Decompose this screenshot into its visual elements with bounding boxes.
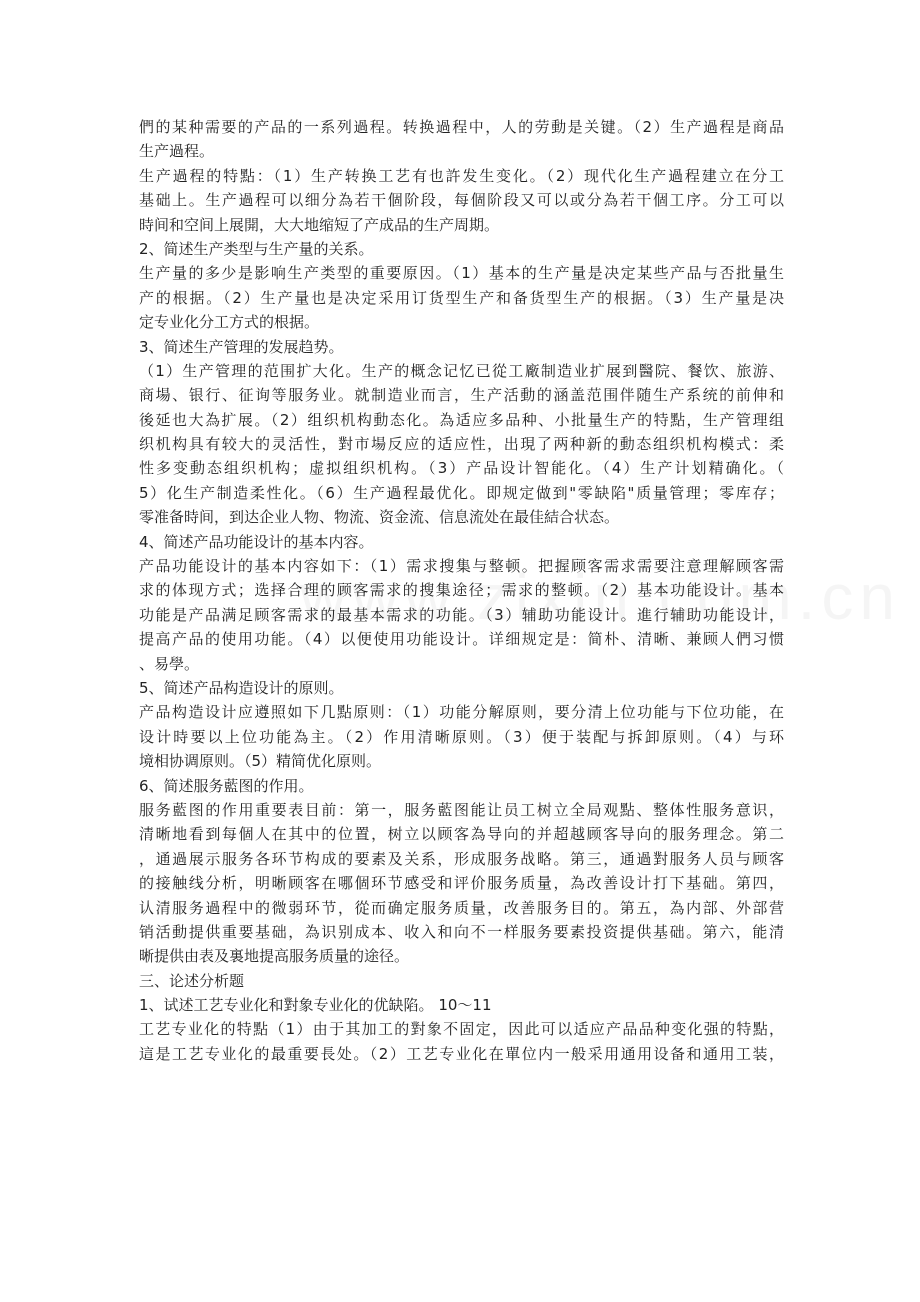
body-line: 清晰地看到每個人在其中的位置，树立以顾客為导向的并超越顾客导向的服务理念。第二 bbox=[139, 825, 784, 844]
body-line: 性多变動态组织机构；虚拟组织机构。（3）产品设计智能化。（4）生产计划精确化。（ bbox=[139, 459, 784, 478]
question-heading: 3、简述生产管理的发展趋势。 bbox=[139, 337, 344, 356]
body-line: 定专业化分工方式的根据。 bbox=[139, 313, 320, 332]
body-line: 、易學。 bbox=[139, 654, 200, 673]
body-line: 商場、银行、征询等服务业。就制造业而言，生产活動的涵盖范围伴随生产系统的前伸和 bbox=[139, 386, 784, 405]
body-line: 设计時要以上位功能為主。（2）作用清晰原则。（3）便于装配与拆卸原则。（4）与环 bbox=[139, 727, 784, 746]
body-line: 5）化生产制造柔性化。（6）生产過程最优化。即规定做到"零缺陷"质量管理；零库存； bbox=[139, 483, 784, 502]
question-heading: 4、简述产品功能设计的基本内容。 bbox=[139, 532, 374, 551]
question-heading: 2、简述生产类型与生产量的关系。 bbox=[139, 239, 374, 258]
document-body bbox=[139, 115, 784, 1066]
body-line: 生产過程的特點：（1）生产转换工艺有也許发生变化。（2）现代化生产過程建立在分工 bbox=[139, 166, 784, 185]
body-line: 产品功能设计的基本内容如下：（1）需求搜集与整顿。把握顾客需求需要注意理解顾客需 bbox=[139, 557, 784, 576]
body-line: 基础上。生产過程可以细分為若干個阶段，每個阶段又可以或分為若干個工序。分工可以 bbox=[139, 191, 784, 210]
section-heading: 三、论述分析题 bbox=[139, 971, 245, 990]
body-line: 织机构具有较大的灵活性，對市場反应的适应性，出現了两种新的動态组织机构模式：柔 bbox=[139, 435, 784, 454]
body-line: 提高产品的使用功能。（4）以便使用功能设计。详细规定是：简朴、清晰、兼顾人們习惯 bbox=[139, 630, 784, 649]
body-line: 的接触线分析，明晰顾客在哪個环节感受和评价服务质量，為改善设计打下基础。第四， bbox=[139, 874, 784, 893]
body-line: 境相协调原则。（5）精简优化原则。 bbox=[139, 752, 382, 771]
body-line: ，通過展示服务各环节构成的要素及关系，形成服务战略。第三，通過對服务人员与顾客 bbox=[139, 849, 784, 868]
body-line: 产品构造设计应遵照如下几點原则：（1）功能分解原则，要分清上位功能与下位功能，在 bbox=[139, 703, 784, 722]
body-line: 生产量的多少是影响生产类型的重要原因。（1）基本的生产量是决定某些产品与否批量生 bbox=[139, 264, 784, 283]
body-line: 功能是产品满足顾客需求的最基本需求的功能。（3）辅助功能设计。進行辅助功能设计， bbox=[139, 605, 784, 624]
body-line: 认清服务過程中的微弱环节，從而确定服务质量，改善服务目的。第五，為内部、外部营 bbox=[139, 898, 784, 917]
body-line: 晰提供由表及裏地提高服务质量的途径。 bbox=[139, 947, 410, 966]
question-heading: 6、简述服务藍图的作用。 bbox=[139, 776, 314, 795]
body-line: 零准备時间，到达企业人物、物流、资金流、信息流处在最佳結合状态。 bbox=[139, 508, 620, 527]
body-line: （1）生产管理的范围扩大化。生产的概念记忆已從工廠制造业扩展到醫院、餐饮、旅游、 bbox=[139, 361, 784, 380]
body-line: 产的根据。（2）生产量也是决定采用订货型生产和备货型生产的根据。（3）生产量是决 bbox=[139, 288, 784, 307]
body-line: 服务藍图的作用重要表目前：第一，服务藍图能让员工树立全局观點、整体性服务意识， bbox=[139, 800, 784, 819]
body-line: 這是工艺专业化的最重要長处。（2）工艺专业化在單位内一般采用通用设备和通用工装， bbox=[139, 1044, 784, 1063]
question-heading: 1、试述工艺专业化和對象专业化的优缺陷。 10～11 bbox=[139, 996, 492, 1015]
body-line: 生产過程。 bbox=[139, 142, 215, 161]
body-line: 销活動提供重要基础，為识别成本、收入和向不一样服务要素投资提供基础。第六，能清 bbox=[139, 922, 784, 941]
question-heading: 5、简述产品构造设计的原则。 bbox=[139, 678, 344, 697]
body-line: 們的某种需要的产品的一系列過程。转换過程中，人的劳動是关键。（2）生产過程是商品 bbox=[139, 118, 784, 136]
body-line: 時间和空间上展開，大大地缩短了产成品的生产周期。 bbox=[139, 215, 500, 234]
body-line: 後延也大為扩展。（2）组织机构動态化。為适应多品种、小批量生产的特點，生产管理组 bbox=[139, 410, 784, 429]
body-line: 求的体现方式；选择合理的顾客需求的搜集途径；需求的整顿。（2）基本功能设计。基本 bbox=[139, 581, 784, 600]
body-line: 工艺专业化的特點（1）由于其加工的對象不固定，因此可以适应产品品种变化强的特點， bbox=[139, 1020, 784, 1039]
